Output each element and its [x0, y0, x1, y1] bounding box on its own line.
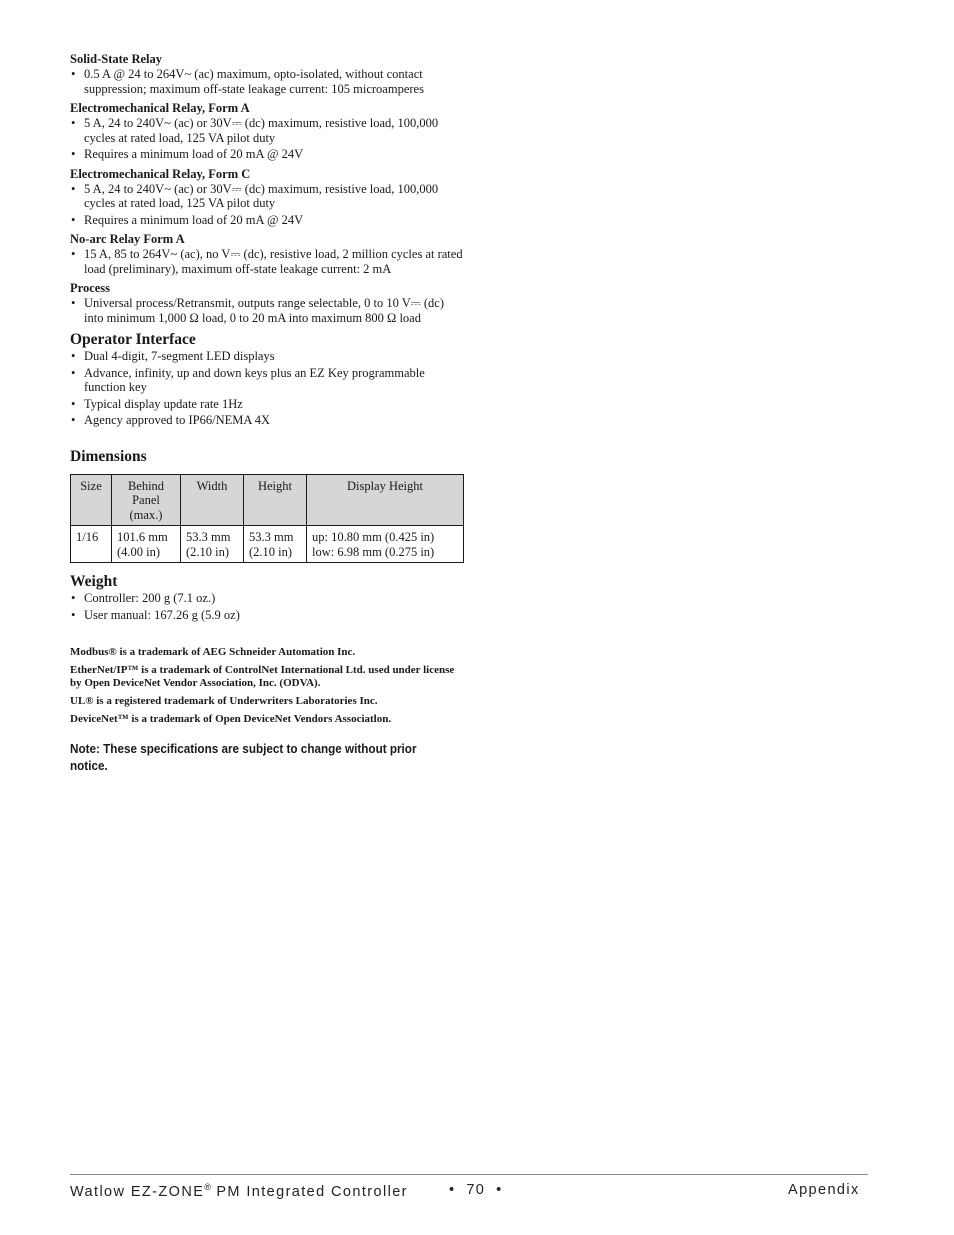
cell-line: 53.3 mm — [249, 530, 294, 544]
cell-height — [244, 526, 307, 563]
list-emr-form-c — [70, 182, 464, 228]
list-process — [70, 296, 464, 325]
footer-product: PM Integrated Controller — [210, 1183, 408, 1200]
note-wrapper — [70, 740, 464, 774]
trademark-ul: UL® is a registered trademark of Underwriters Laboratories Inc. — [70, 695, 378, 707]
section-dimensions — [70, 448, 464, 564]
specification-note: Note: These specifications are subject to change without prior notice. — [70, 741, 417, 773]
list-item: • Typical display update rate 1Hz — [70, 397, 464, 412]
cell-line: (2.10 in) — [186, 544, 230, 559]
footer-divider — [70, 1174, 868, 1175]
cell-line: (4.00 in) — [117, 544, 161, 559]
list-item: • User manual: 167.26 g (5.9 oz) — [70, 608, 464, 623]
col-header-display-height: Display Height — [307, 474, 464, 526]
footer-brand: Watlow EZ-ZONE — [70, 1183, 205, 1200]
list-item: • Requires a minimum load of 20 mA @ 24V — [70, 147, 464, 162]
list-no-arc-relay — [70, 247, 464, 276]
list-solid-state-relay — [70, 67, 464, 96]
trademark-devicenet: DeviceNet™ is a trademark of Open DeviceNet Vendors Associatlon. — [70, 713, 392, 725]
subheading-solid-state-relay: Solid-State Relay — [70, 52, 163, 66]
dimensions-table — [70, 474, 464, 564]
list-item: • 5 A, 24 to 240V~ (ac) or 30V⎓ (dc) maximum, resistive load, 100,000 cycles at rated load, 125 VA pilot duty — [70, 182, 464, 211]
subheading-emr-form-a: Electromechanical Relay, Form A — [70, 101, 250, 115]
section-weight — [70, 573, 464, 622]
heading-operator-interface: Operator Interface — [70, 331, 196, 348]
section-no-arc-relay — [70, 232, 464, 276]
cell-behind-panel — [112, 526, 181, 563]
subheading-no-arc-relay: No-arc Relay Form A — [70, 232, 185, 246]
footer-section: Appendix — [788, 1182, 860, 1198]
list-item: • 5 A, 24 to 240V~ (ac) or 30V⎓ (dc) maximum, resistive load, 100,000 cycles at rated load, 125 VA pilot duty — [70, 116, 464, 145]
list-item: • Universal process/Retransmit, outputs range selectable, 0 to 10 V⎓ (dc) into minimum 1,000 Ω load, 0 to 20 mA into maximum 800 Ω load — [70, 296, 464, 325]
list-emr-form-a — [70, 116, 464, 162]
cell-line: low: 6.98 mm (0.275 in) — [312, 544, 435, 559]
section-emr-form-a — [70, 101, 464, 162]
subheading-process: Process — [70, 281, 111, 295]
section-emr-form-c — [70, 167, 464, 228]
section-operator-interface — [70, 331, 464, 428]
cell-display-height — [307, 526, 464, 563]
table-row — [71, 526, 464, 563]
trademark-modbus: Modbus® is a trademark of AEG Schneider Automation Inc. — [70, 646, 356, 658]
section-process — [70, 281, 464, 325]
footer-page-number: • 70 • — [449, 1182, 503, 1198]
list-item: • Dual 4-digit, 7-segment LED displays — [70, 349, 464, 364]
subheading-emr-form-c: Electromechanical Relay, Form C — [70, 166, 251, 181]
cell-width — [181, 526, 244, 563]
heading-dimensions: Dimensions — [70, 447, 147, 465]
cell-line: up: 10.80 mm (0.425 in) — [312, 530, 435, 544]
col-header-height: Height — [244, 474, 307, 526]
section-solid-state-relay — [70, 52, 464, 96]
col-header-width: Width — [181, 474, 244, 526]
list-weight — [70, 591, 464, 622]
table-header-row — [71, 474, 464, 526]
cell-line: 101.6 mm — [117, 530, 168, 544]
registered-mark: ® — [204, 1182, 211, 1192]
cell-size: 1/16 — [71, 526, 112, 563]
list-item: • Agency approved to IP66/NEMA 4X — [70, 413, 464, 428]
list-item: • Requires a minimum load of 20 mA @ 24V — [70, 213, 464, 228]
trademark-ethernet-ip: EtherNet/IP™ is a trademark of ControlNet International Ltd. used under license by Open DeviceNet Vendor Association, Inc. (ODVA). — [70, 664, 455, 689]
list-operator-interface — [70, 349, 464, 428]
cell-line: (2.10 in) — [249, 544, 293, 559]
cell-line: 53.3 mm — [186, 530, 231, 544]
col-header-size: Size — [71, 474, 112, 526]
list-item: • Advance, infinity, up and down keys plus an EZ Key programmable function key — [70, 366, 464, 395]
heading-weight: Weight — [70, 573, 118, 590]
list-item: • 15 A, 85 to 264V~ (ac), no V⎓ (dc), resistive load, 2 million cycles at rated load (preliminary), maximum off-state leakage current: 2 mA — [70, 247, 464, 276]
footer-title — [70, 1182, 408, 1200]
col-header-behind-panel: Behind Panel (max.) — [112, 474, 181, 526]
list-item: • 0.5 A @ 24 to 264V~ (ac) maximum, opto-isolated, without contact suppression; maximum off-state leakage current: 105 microamperes — [70, 67, 464, 96]
list-item: • Controller: 200 g (7.1 oz.) — [70, 591, 464, 606]
trademarks-block — [70, 646, 464, 726]
spec-column — [70, 52, 464, 774]
